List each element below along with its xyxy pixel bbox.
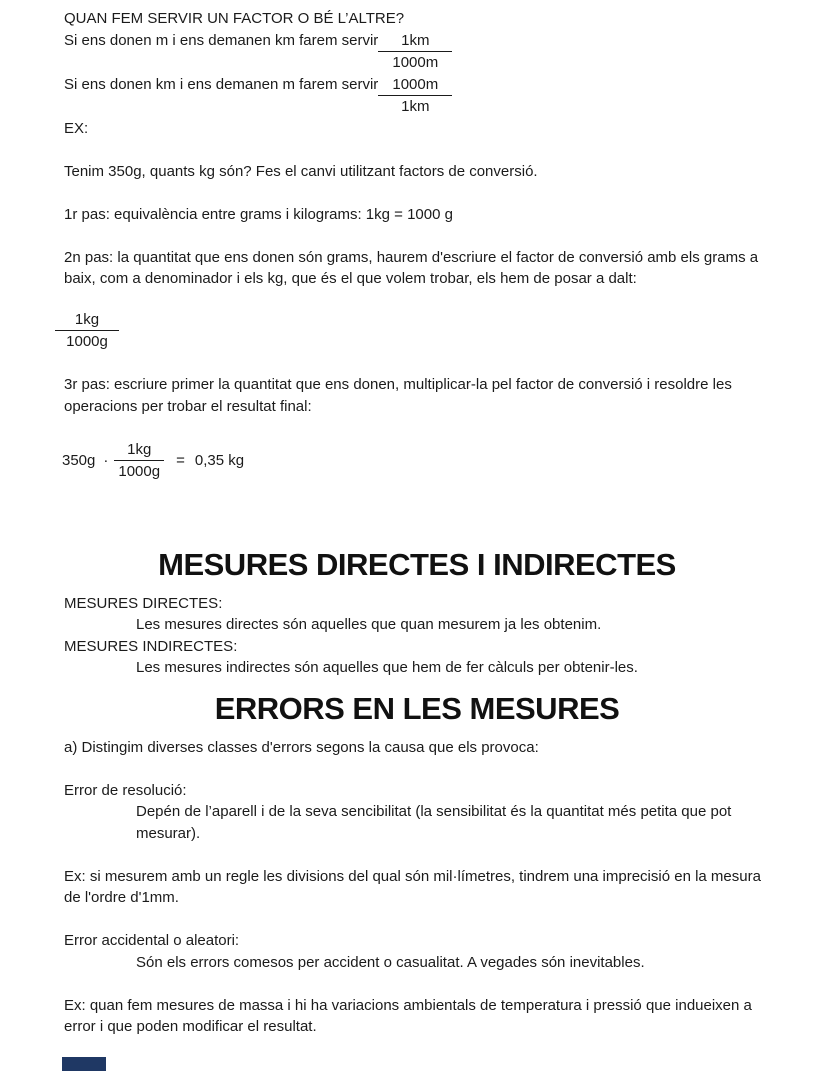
equation-equals-sign: =: [176, 451, 185, 469]
equation-fraction: [114, 439, 164, 483]
fraction-numerator: 1kg: [55, 309, 119, 332]
fraction-numerator: 1kg: [114, 439, 164, 462]
fraction-km-per-m: [378, 30, 452, 74]
equation-quantity: 350g: [62, 451, 96, 469]
fraction-denominator: 1km: [401, 98, 430, 115]
mesures-directes-text: Les mesures directes són aquelles que quan mesurem ja les obtenim.: [136, 616, 602, 633]
error-resolucio-label: Error de resolució:: [64, 781, 187, 799]
fraction-numerator: 1000m: [378, 74, 452, 97]
errors-intro: a) Distingim diverses classes d'errors segons la causa que els provoca:: [64, 738, 539, 756]
mesures-directes-label: MESURES DIRECTES:: [64, 594, 223, 612]
equation-multiply-sign: ·: [103, 451, 109, 469]
error-accidental-example: Ex: quan fem mesures de massa i hi ha variacions ambientals de temperatura i pressió que indueixen a error i que poden modificar el resultat.: [64, 996, 752, 1035]
fraction-kg-per-g: [55, 309, 119, 353]
cropped-next-element: [62, 1057, 106, 1071]
step-3: 3r pas: escriure primer la quantitat que ens donen, multiplicar-la pel factor de conversió i resoldre les operacions per trobar el resultat final:: [64, 376, 732, 415]
fraction-numerator: 1km: [378, 30, 452, 53]
fraction-denominator: 1000g: [118, 463, 161, 480]
section-title-factors: QUAN FEM SERVIR UN FACTOR O BÉ L’ALTRE?: [64, 10, 405, 27]
fraction-m-per-km: [378, 74, 452, 118]
error-resolucio-text: Depén de l’aparell i de la seva sencibilitat (la sensibilitat és la quantitat més petita que pot mesurar).: [136, 803, 732, 842]
error-accidental-label: Error accidental o aleatori:: [64, 932, 240, 949]
mesures-indirectes-text: Les mesures indirectes són aquelles que hem de fer càlculs per obtenir-les.: [136, 659, 638, 676]
mesures-indirectes-label: MESURES INDIRECTES:: [64, 637, 238, 655]
rule-km-to-m-text: Si ens donen km i ens demanen m farem servir: [64, 75, 379, 93]
step-1: 1r pas: equivalència entre grams i kilograms: 1kg = 1000 g: [64, 205, 453, 223]
conversion-equation: [62, 439, 770, 483]
heading-mesures-directes-indirectes: MESURES DIRECTES I INDIRECTES: [158, 546, 676, 582]
step-2: 2n pas: la quantitat que ens donen són grams, haurem d'escriure el factor de conversió amb els grams a baix, com a denominador i els kg, que és el que volem trobar, els hem de posar a dalt:: [64, 248, 759, 287]
example-label: EX:: [64, 119, 89, 137]
rule-km-to-m: [64, 74, 770, 118]
error-accidental-text: Són els errors comesos per accident o casualitat. A vegades són inevitables.: [136, 953, 645, 971]
rule-m-to-km: [64, 30, 770, 74]
error-resolucio-example: Ex: si mesurem amb un regle les divisions del qual són mil·límetres, tindrem una imprecisió en la mesura de l'ordre d'1mm.: [64, 867, 761, 906]
fraction-denominator: 1000g: [66, 333, 108, 350]
heading-errors-en-les-mesures: ERRORS EN LES MESURES: [214, 690, 620, 726]
problem-statement: Tenim 350g, quants kg són? Fes el canvi utilitzant factors de conversió.: [64, 162, 538, 180]
rule-m-to-km-text: Si ens donen m i ens demanen km farem servir: [64, 31, 379, 49]
fraction-denominator: 1000m: [392, 54, 439, 71]
equation-result: 0,35 kg: [194, 451, 245, 469]
